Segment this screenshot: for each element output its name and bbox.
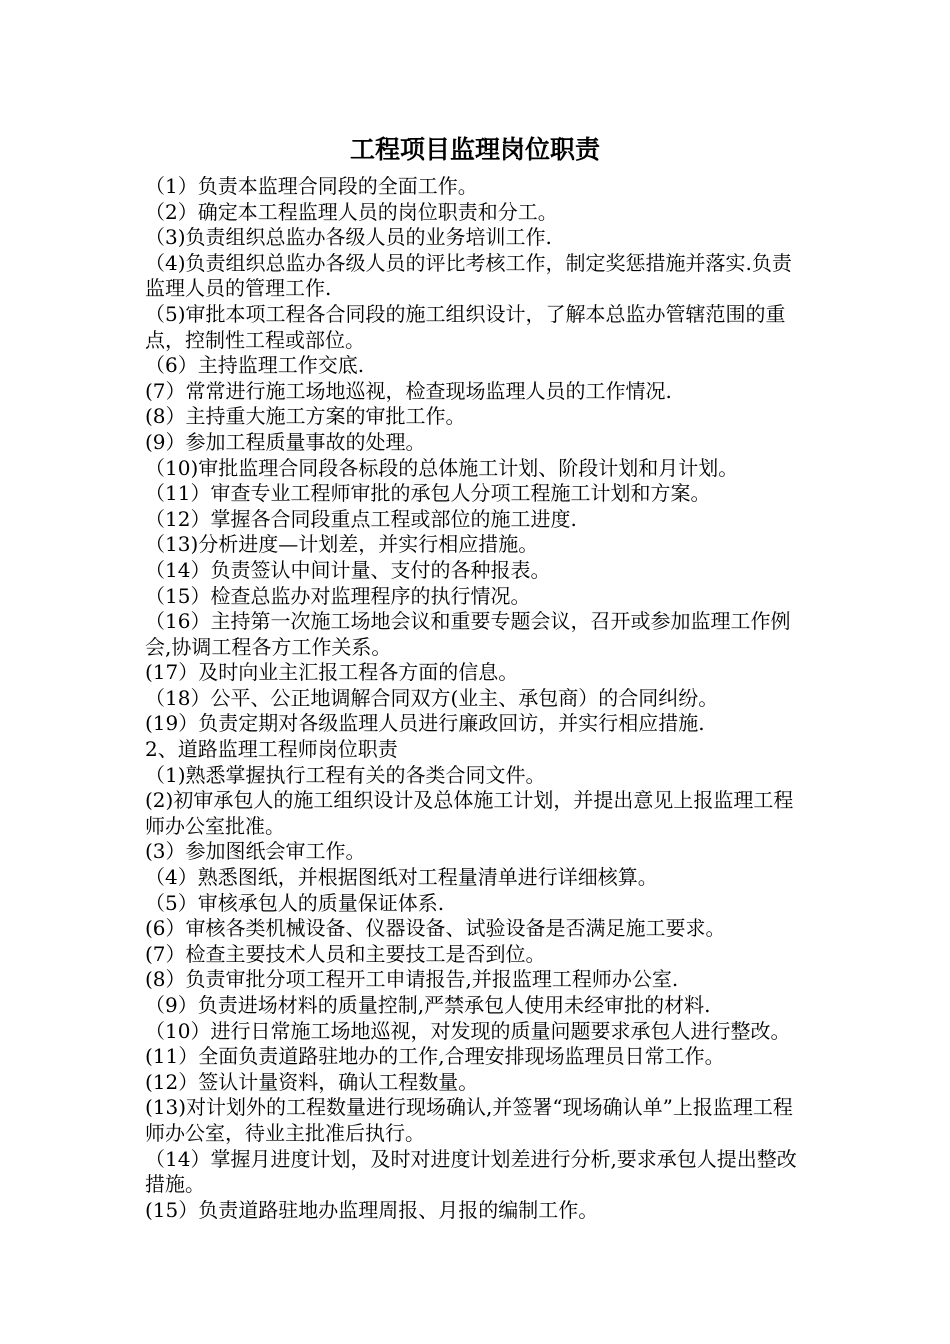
paragraph-line: （10）进行日常施工场地巡视，对发现的质量问题要求承包人进行整改。 [145, 1018, 791, 1043]
paragraph-line: (7）常常进行施工场地巡视，检查现场监理人员的工作情况. [145, 378, 672, 403]
paragraph-line: (9）参加工程质量事故的处理。 [145, 429, 426, 454]
section-heading: 2、道路监理工程师岗位职责 [145, 737, 398, 762]
paragraph-line: （13)分析进度—计划差，并实行相应措施。 [145, 532, 539, 557]
paragraph-line: （5）审核承包人的质量保证体系. [145, 890, 445, 915]
paragraph-line: (11）全面负责道路驻地办的工作,合理安排现场监理员日常工作。 [145, 1044, 725, 1069]
paragraph-line: （11）审查专业工程师审批的承包人分项工程施工计划和方案。 [145, 481, 711, 506]
paragraph-line: （2）确定本工程监理人员的岗位职责和分工。 [145, 199, 558, 224]
paragraph-line: （16）主持第一次施工场地会议和重要专题会议，召开或参加监理工作例会,协调工程各方工作关系。 [145, 609, 791, 659]
document-title: 工程项目监理岗位职责 [349, 135, 600, 164]
paragraph-line: （4）熟悉图纸，并根据图纸对工程量清单进行详细核算。 [145, 865, 658, 890]
paragraph-line: (6）审核各类机械设备、仪器设备、试验设备是否满足施工要求。 [145, 916, 726, 941]
paragraph-line: (19）负责定期对各级监理人员进行廉政回访，并实行相应措施. [145, 711, 705, 736]
paragraph-line: (7）检查主要技术人员和主要技工是否到位。 [145, 941, 546, 966]
paragraph-line: （9）负责进场材料的质量控制,严禁承包人使用未经审批的材料. [145, 993, 711, 1017]
paragraph-line: （1)熟悉掌握执行工程有关的各类合同文件。 [145, 762, 546, 787]
paragraph-line: （18）公平、公正地调解合同双方(业主、承包商）的合同纠纷。 [145, 685, 719, 710]
paragraph-line: (3）参加图纸会审工作。 [145, 839, 366, 864]
paragraph-line: （1）负责本监理合同段的全面工作。 [145, 174, 478, 198]
paragraph-line: (8）负责审批分项工程开工申请报告,并报监理工程师办公室. [145, 967, 679, 992]
paragraph-line: （12）掌握各合同段重点工程或部位的施工进度. [145, 506, 577, 531]
paragraph-line: （6）主持监理工作交底. [145, 353, 365, 378]
paragraph-line: (2)初审承包人的施工组织设计及总体施工计划，并提出意见上报监理工程师办公室批准。 [145, 788, 794, 838]
paragraph-line: （14）负责签认中间计量、支付的各种报表。 [145, 557, 551, 582]
paragraph-line: (13)对计划外的工程数量进行现场确认,并签署“现场确认单”上报监理工程师办公室，待业主批准后执行。 [145, 1095, 793, 1145]
paragraph-line: (8）主持重大施工方案的审批工作。 [145, 404, 466, 429]
paragraph-line: （14）掌握月进度计划，及时对进度计划差进行分析,要求承包人提出整改措施。 [145, 1146, 797, 1197]
paragraph-line: (17）及时向业主汇报工程各方面的信息。 [145, 660, 519, 685]
document-body [145, 174, 810, 1223]
paragraph-line: （4)负责组织总监办各级人员的评比考核工作，制定奖惩措施并落实.负责监理人员的管理工作. [145, 250, 792, 301]
paragraph-line: （10)审批监理合同段各标段的总体施工计划、阶段计划和月计划。 [145, 455, 739, 480]
paragraph-line: （15）检查总监办对监理程序的执行情况。 [145, 583, 531, 608]
paragraph-line: (12）签认计量资料，确认工程数量。 [145, 1069, 479, 1094]
paragraph-line: （5)审批本项工程各合同段的施工组织设计，了解本总监办管辖范围的重点，控制性工程或部位。 [145, 301, 786, 352]
paragraph-line: (15）负责道路驻地办监理周报、月报的编制工作。 [145, 1197, 599, 1222]
paragraph-line: （3)负责组织总监办各级人员的业务培训工作. [145, 225, 552, 250]
